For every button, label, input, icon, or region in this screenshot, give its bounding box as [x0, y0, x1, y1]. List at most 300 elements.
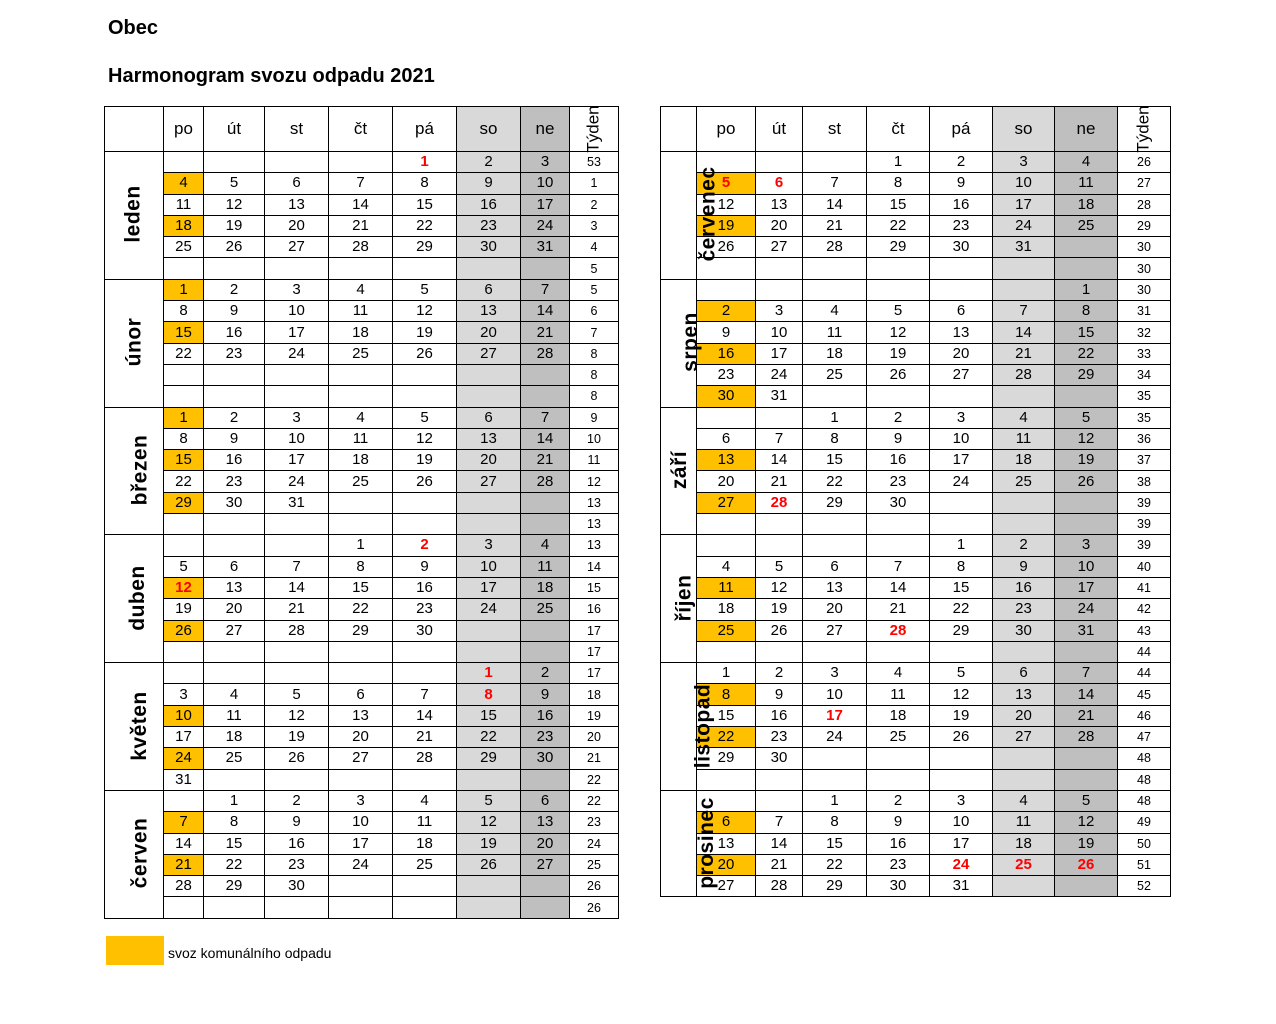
header-row [661, 107, 1171, 152]
day-cell: 20 [265, 215, 329, 236]
day-cell: 22 [697, 727, 756, 748]
week-row [105, 535, 619, 556]
day-cell: 2 [265, 790, 329, 811]
week-row [105, 386, 619, 407]
day-cell: 15 [803, 450, 867, 471]
day-cell: 22 [393, 215, 457, 236]
week-row [661, 428, 1171, 449]
day-cell: 18 [803, 343, 867, 364]
day-cell: 11 [697, 577, 756, 598]
day-cell: 16 [756, 705, 803, 726]
day-cell: 23 [204, 471, 265, 492]
week-number: 38 [1118, 471, 1171, 492]
day-cell: 4 [393, 790, 457, 811]
day-header: čt [867, 107, 930, 152]
day-cell: 7 [329, 173, 393, 194]
day-cell [329, 514, 393, 535]
week-row [661, 450, 1171, 471]
day-cell [265, 769, 329, 790]
week-row [105, 152, 619, 173]
day-cell [521, 514, 570, 535]
day-cell: 25 [164, 237, 204, 258]
day-cell: 29 [204, 876, 265, 897]
month-label-cell [661, 152, 720, 280]
month-label-cell [105, 407, 164, 535]
day-header: ne [1055, 107, 1118, 152]
month-name: duben [125, 564, 149, 631]
day-cell [756, 769, 803, 790]
week-number: 37 [1118, 450, 1171, 471]
month-name: únor [122, 317, 145, 367]
day-cell: 2 [521, 663, 570, 684]
day-cell: 10 [265, 301, 329, 322]
day-cell [867, 641, 930, 662]
day-cell: 18 [329, 322, 393, 343]
month-name: červen [128, 817, 152, 889]
day-cell [1055, 514, 1118, 535]
week-number: 8 [570, 343, 619, 364]
day-cell: 21 [393, 727, 457, 748]
week-number: 17 [570, 641, 619, 662]
day-cell [930, 769, 993, 790]
day-header: so [457, 107, 521, 152]
day-cell: 10 [329, 812, 393, 833]
day-cell: 23 [204, 343, 265, 364]
week-number: 21 [570, 748, 619, 769]
day-cell: 27 [204, 620, 265, 641]
day-cell: 25 [803, 364, 867, 385]
day-cell [867, 769, 930, 790]
day-cell: 30 [457, 237, 521, 258]
week-number: 1 [570, 173, 619, 194]
day-cell: 25 [329, 343, 393, 364]
week-number: 19 [570, 705, 619, 726]
day-cell: 21 [867, 599, 930, 620]
day-cell: 2 [204, 279, 265, 300]
day-cell [393, 876, 457, 897]
day-cell: 16 [204, 322, 265, 343]
calendar-table-left [104, 106, 619, 919]
day-cell [204, 258, 265, 279]
week-number: 9 [570, 407, 619, 428]
day-cell [930, 279, 993, 300]
day-cell: 3 [930, 790, 993, 811]
day-cell [930, 258, 993, 279]
week-number: 45 [1118, 684, 1171, 705]
day-header: so [993, 107, 1055, 152]
week-number: 6 [570, 301, 619, 322]
month-label-cell [105, 790, 164, 918]
day-cell [697, 279, 756, 300]
day-cell: 22 [164, 343, 204, 364]
day-header: čt [329, 107, 393, 152]
week-number: 48 [1118, 748, 1171, 769]
day-cell: 14 [756, 450, 803, 471]
month-name: červenec [696, 166, 720, 262]
week-row [661, 386, 1171, 407]
week-number: 14 [570, 556, 619, 577]
week-row [661, 663, 1171, 684]
week-row [661, 535, 1171, 556]
month-name: březen [128, 434, 152, 506]
day-cell: 22 [803, 471, 867, 492]
week-row [661, 279, 1171, 300]
week-number: 32 [1118, 322, 1171, 343]
day-cell: 11 [329, 428, 393, 449]
week-row [661, 194, 1171, 215]
week-row [661, 620, 1171, 641]
week-row [105, 450, 619, 471]
day-cell: 29 [329, 620, 393, 641]
day-cell: 16 [204, 450, 265, 471]
week-row [105, 492, 619, 513]
day-cell: 15 [393, 194, 457, 215]
day-cell: 22 [1055, 343, 1118, 364]
day-cell [393, 641, 457, 662]
day-cell: 9 [204, 428, 265, 449]
day-cell: 30 [204, 492, 265, 513]
day-cell: 3 [993, 152, 1055, 173]
day-cell: 5 [867, 301, 930, 322]
week-number: 8 [570, 364, 619, 385]
day-cell: 11 [803, 322, 867, 343]
day-cell: 9 [756, 684, 803, 705]
day-cell [1055, 748, 1118, 769]
day-cell: 29 [803, 876, 867, 897]
week-number: 15 [570, 577, 619, 598]
week-row [105, 279, 619, 300]
day-cell [993, 641, 1055, 662]
week-row [661, 492, 1171, 513]
day-cell: 12 [164, 577, 204, 598]
day-cell: 8 [803, 428, 867, 449]
day-cell: 29 [697, 748, 756, 769]
day-cell [803, 535, 867, 556]
day-cell: 13 [521, 812, 570, 833]
day-cell: 8 [457, 684, 521, 705]
week-row [105, 769, 619, 790]
day-cell: 17 [164, 727, 204, 748]
day-cell: 7 [393, 684, 457, 705]
day-cell [329, 152, 393, 173]
day-cell: 13 [457, 428, 521, 449]
week-number: 4 [570, 237, 619, 258]
day-header: út [204, 107, 265, 152]
day-cell: 23 [867, 471, 930, 492]
day-cell: 25 [521, 599, 570, 620]
day-cell: 26 [1055, 854, 1118, 875]
page-title: Harmonogram svozu odpadu 2021 [108, 65, 435, 87]
month-name: září [668, 450, 692, 490]
day-cell [204, 641, 265, 662]
day-cell [393, 492, 457, 513]
day-cell: 13 [204, 577, 265, 598]
day-cell: 20 [697, 854, 756, 875]
day-cell: 6 [521, 790, 570, 811]
day-cell: 21 [164, 854, 204, 875]
day-cell: 24 [164, 748, 204, 769]
day-cell: 9 [867, 812, 930, 833]
day-cell: 16 [993, 577, 1055, 598]
day-cell [265, 641, 329, 662]
day-cell: 29 [164, 492, 204, 513]
day-cell [803, 514, 867, 535]
day-cell: 8 [930, 556, 993, 577]
day-cell: 28 [993, 364, 1055, 385]
day-cell: 17 [930, 450, 993, 471]
day-cell: 6 [265, 173, 329, 194]
week-row [105, 876, 619, 897]
day-cell [265, 514, 329, 535]
day-cell [329, 258, 393, 279]
month-name: květen [127, 690, 151, 761]
day-cell: 17 [265, 322, 329, 343]
day-cell [521, 876, 570, 897]
day-cell: 29 [1055, 364, 1118, 385]
day-cell [265, 897, 329, 918]
day-cell [204, 514, 265, 535]
week-row [661, 833, 1171, 854]
week-row [105, 663, 619, 684]
day-cell: 20 [993, 705, 1055, 726]
week-row [105, 833, 619, 854]
day-cell: 1 [930, 535, 993, 556]
day-cell: 19 [1055, 833, 1118, 854]
day-cell: 20 [930, 343, 993, 364]
day-cell: 17 [756, 343, 803, 364]
day-cell [803, 386, 867, 407]
day-cell: 24 [457, 599, 521, 620]
day-cell: 14 [164, 833, 204, 854]
day-cell: 28 [1055, 727, 1118, 748]
day-cell: 1 [457, 663, 521, 684]
day-cell: 25 [993, 854, 1055, 875]
day-cell: 25 [393, 854, 457, 875]
day-cell: 31 [1055, 620, 1118, 641]
day-cell: 26 [457, 854, 521, 875]
day-cell [756, 790, 803, 811]
day-cell: 7 [1055, 663, 1118, 684]
day-cell: 22 [803, 854, 867, 875]
day-cell [697, 407, 756, 428]
day-cell: 14 [867, 577, 930, 598]
day-header: ne [521, 107, 570, 152]
day-cell [697, 769, 756, 790]
header-row [105, 107, 619, 152]
day-cell [993, 769, 1055, 790]
week-number: 46 [1118, 705, 1171, 726]
day-cell: 13 [930, 322, 993, 343]
day-cell: 12 [867, 322, 930, 343]
day-cell [329, 876, 393, 897]
day-cell: 22 [867, 215, 930, 236]
day-cell: 14 [993, 322, 1055, 343]
day-cell: 6 [993, 663, 1055, 684]
day-cell [756, 258, 803, 279]
day-cell [930, 386, 993, 407]
day-cell: 11 [393, 812, 457, 833]
week-number: 25 [570, 854, 619, 875]
day-cell: 27 [930, 364, 993, 385]
week-number: 40 [1118, 556, 1171, 577]
day-cell: 17 [457, 577, 521, 598]
week-number: 8 [570, 386, 619, 407]
day-cell [521, 364, 570, 385]
day-cell [803, 769, 867, 790]
day-cell: 28 [756, 876, 803, 897]
week-row [661, 684, 1171, 705]
day-cell: 21 [329, 215, 393, 236]
day-cell [803, 641, 867, 662]
day-cell: 1 [204, 790, 265, 811]
day-header: st [265, 107, 329, 152]
day-cell: 15 [164, 450, 204, 471]
day-cell [164, 364, 204, 385]
week-number: 49 [1118, 812, 1171, 833]
week-row [105, 727, 619, 748]
day-cell: 9 [265, 812, 329, 833]
week-number: 11 [570, 450, 619, 471]
week-number: 22 [570, 790, 619, 811]
day-cell: 31 [265, 492, 329, 513]
day-cell: 30 [393, 620, 457, 641]
day-cell [1055, 386, 1118, 407]
day-cell: 5 [930, 663, 993, 684]
day-cell [457, 769, 521, 790]
header-corner [105, 107, 164, 152]
week-row [105, 705, 619, 726]
day-cell: 21 [1055, 705, 1118, 726]
day-cell [204, 364, 265, 385]
week-row [105, 215, 619, 236]
day-cell: 4 [1055, 152, 1118, 173]
week-row [105, 897, 619, 918]
day-cell: 25 [329, 471, 393, 492]
day-cell: 9 [993, 556, 1055, 577]
month-name: říjen [672, 574, 696, 622]
week-row [105, 577, 619, 598]
week-number: 17 [570, 663, 619, 684]
day-cell: 19 [393, 450, 457, 471]
day-cell: 10 [756, 322, 803, 343]
day-cell: 9 [697, 322, 756, 343]
week-row [661, 876, 1171, 897]
week-number: 51 [1118, 854, 1171, 875]
day-cell: 15 [329, 577, 393, 598]
day-cell: 19 [164, 599, 204, 620]
day-cell: 3 [265, 407, 329, 428]
day-cell: 29 [867, 237, 930, 258]
day-cell: 8 [697, 684, 756, 705]
day-cell: 18 [204, 727, 265, 748]
day-cell: 11 [204, 705, 265, 726]
day-cell: 28 [867, 620, 930, 641]
day-cell [756, 514, 803, 535]
day-cell [265, 535, 329, 556]
day-cell [393, 769, 457, 790]
day-cell: 15 [204, 833, 265, 854]
day-cell: 4 [867, 663, 930, 684]
day-cell: 5 [1055, 790, 1118, 811]
day-cell: 26 [697, 237, 756, 258]
month-name: listopad [691, 683, 715, 768]
day-cell: 21 [993, 343, 1055, 364]
day-cell [265, 364, 329, 385]
day-cell: 27 [697, 492, 756, 513]
day-cell: 22 [164, 471, 204, 492]
week-row [661, 854, 1171, 875]
week-number: 35 [1118, 386, 1171, 407]
day-cell: 13 [329, 705, 393, 726]
day-cell [457, 364, 521, 385]
week-number: 36 [1118, 428, 1171, 449]
week-header [1118, 107, 1171, 152]
day-cell: 23 [993, 599, 1055, 620]
week-row [661, 173, 1171, 194]
week-number: 26 [1118, 152, 1171, 173]
day-cell: 14 [265, 577, 329, 598]
day-cell: 8 [329, 556, 393, 577]
day-cell: 16 [867, 833, 930, 854]
day-cell: 9 [521, 684, 570, 705]
day-cell [164, 152, 204, 173]
day-cell: 24 [265, 471, 329, 492]
day-cell [993, 386, 1055, 407]
day-cell: 1 [803, 790, 867, 811]
day-cell: 24 [930, 471, 993, 492]
day-cell: 1 [164, 407, 204, 428]
day-cell: 26 [393, 471, 457, 492]
week-row [661, 215, 1171, 236]
week-row [105, 812, 619, 833]
week-number: 53 [570, 152, 619, 173]
day-cell: 3 [329, 790, 393, 811]
day-cell: 10 [930, 428, 993, 449]
day-cell [393, 663, 457, 684]
week-row [105, 194, 619, 215]
week-row [661, 641, 1171, 662]
day-cell: 7 [993, 301, 1055, 322]
week-row [661, 812, 1171, 833]
legend-text: svoz komunálního odpadu [168, 945, 332, 961]
day-cell [329, 769, 393, 790]
day-cell: 13 [265, 194, 329, 215]
day-cell: 20 [697, 471, 756, 492]
day-cell: 14 [1055, 684, 1118, 705]
day-cell: 21 [265, 599, 329, 620]
day-cell: 1 [867, 152, 930, 173]
month-label-cell [105, 152, 164, 280]
week-number: 26 [570, 876, 619, 897]
day-cell [993, 876, 1055, 897]
day-cell: 25 [204, 748, 265, 769]
day-cell: 23 [756, 727, 803, 748]
day-cell: 18 [521, 577, 570, 598]
day-cell: 4 [329, 279, 393, 300]
day-cell [393, 364, 457, 385]
week-number: 31 [1118, 301, 1171, 322]
week-number: 44 [1118, 641, 1171, 662]
day-cell [164, 514, 204, 535]
day-cell: 3 [930, 407, 993, 428]
day-cell: 20 [521, 833, 570, 854]
week-row [105, 301, 619, 322]
week-number: 33 [1118, 343, 1171, 364]
day-cell: 17 [930, 833, 993, 854]
day-cell: 3 [521, 152, 570, 173]
day-cell: 7 [867, 556, 930, 577]
day-cell: 6 [457, 279, 521, 300]
